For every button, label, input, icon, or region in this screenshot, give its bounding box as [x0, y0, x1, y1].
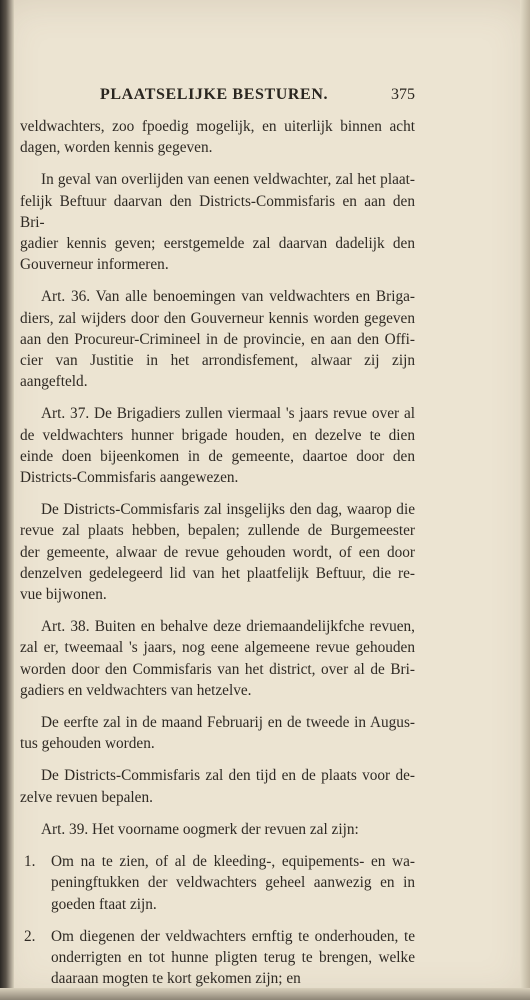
text-line: aan den Procureur-Crimineel in de provincie, en aan den Offi- [20, 330, 415, 348]
text-line: zelve revuen bepalen. [20, 788, 153, 806]
page-number: 375 [391, 86, 415, 103]
text-line: vue bijwonen. [20, 586, 107, 604]
text-line: onderrigten en tot hunne pligten terug te brengen, welke [51, 948, 415, 966]
text-line: gadiers en veldwachters van hetzelve. [20, 681, 252, 699]
article-39 [20, 819, 415, 840]
text-line: Districts-Commisfaris aangewezen. [20, 469, 239, 487]
text-line: peningftukken der veldwachters geheel aanwezig en in [51, 874, 415, 892]
text-line: zal er, tweemaal 's jaars, nog eene algemeene revue gehouden [20, 639, 415, 657]
text-line: dagen, worden kennis gegeven. [20, 139, 213, 157]
paragraph [20, 712, 415, 754]
list-item [20, 926, 415, 990]
text-line: De Districts-Commisfaris zal insgelijks den dag, waarop die [41, 501, 415, 519]
text-line: felijk Beftuur daarvan den Districts-Commisfaris en aan den Bri- [20, 192, 415, 231]
text-line: Om diegenen der veldwachters ernftig te onderhouden, te [51, 927, 415, 945]
text-line: Art. 38. Buiten en behalve deze driemaandelijkfche revuen, [41, 618, 415, 636]
text-line: einde doen bijeenkomen in de gemeente, daartoe door den [20, 447, 415, 465]
text-line: gadier kennis geven; eerstgemelde zal daarvan dadelijk den [20, 235, 415, 253]
text-line: tus gehouden worden. [20, 735, 155, 753]
article-37 [20, 403, 415, 488]
page-gutter [0, 0, 14, 1000]
text-line: de veldwachters hunner brigade houden, en dezelve te dien [20, 426, 415, 444]
text-line: worden door den Commisfaris van het district, over al de Bri- [20, 660, 415, 678]
text-line: daaraan mogten te kort gekomen zijn; en [51, 970, 301, 988]
page-edge-bottom [0, 988, 530, 1000]
article-38 [20, 616, 415, 701]
paragraph [20, 116, 415, 158]
body-text [20, 116, 415, 989]
text-line: Om na te zien, of al de kleeding-, equipements- en wa- [51, 853, 415, 871]
text-line: In geval van overlijden van eenen veldwachter, zal het plaat- [41, 171, 415, 189]
page-edge-right [520, 0, 530, 1000]
text-line: Gouverneur informeren. [20, 256, 169, 274]
text-line: cier van Justitie in het arrondisfement, alwaar zij zijn aangefteld. [20, 352, 415, 391]
text-line: goeden ftaat zijn. [51, 895, 157, 913]
article-36 [20, 286, 415, 392]
text-line: revue zal plaats hebben, bepalen; zullende de Burgemeester [20, 522, 415, 540]
text-line: De eerfte zal in de maand Februarij en de tweede in Augus- [41, 714, 415, 732]
text-line: denzelven gedelegeerd lid van het plaatfelijk Beftuur, die re- [20, 564, 415, 582]
text-line: diers, zal wijders door den Gouverneur kennis worden gegeven [20, 309, 415, 327]
text-line: Art. 37. De Brigadiers zullen viermaal 's jaars revue over al [41, 405, 415, 423]
text-line: der gemeente, alwaar de revue gehouden wordt, of een door [20, 543, 415, 561]
paragraph [20, 765, 415, 807]
text-line: Art. 39. Het voorname oogmerk der revuen zal zijn: [41, 820, 359, 838]
paragraph [20, 169, 415, 275]
running-title: PLAATSELIJKE BESTUREN. [100, 86, 329, 103]
list-item [20, 851, 415, 915]
text-line: veldwachters, zoo fpoedig mogelijk, en uiterlijk binnen acht [20, 118, 415, 135]
text-line: De Districts-Commisfaris zal den tijd en de plaats voor de- [41, 767, 415, 785]
list-number: 2. [24, 927, 36, 945]
running-header [20, 86, 415, 108]
text-line: Art. 36. Van alle benoemingen van veldwachters en Briga- [41, 288, 415, 306]
list-number: 1. [24, 853, 36, 871]
paragraph [20, 499, 415, 605]
